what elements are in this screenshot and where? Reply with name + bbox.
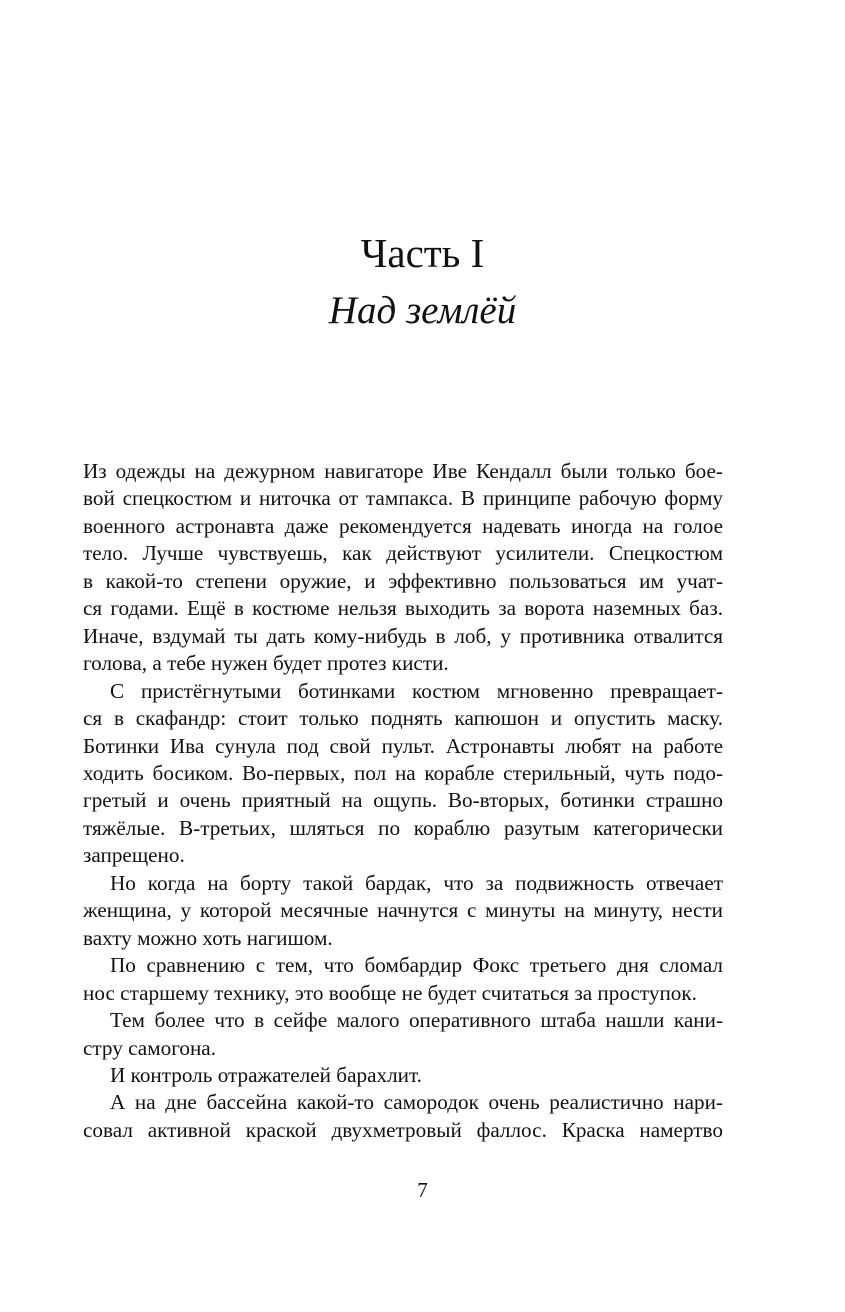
text-line: запрещено. bbox=[83, 843, 185, 868]
paragraph bbox=[83, 678, 723, 870]
text-line: стру самогона. bbox=[83, 1035, 216, 1060]
text-line: Тем более что в сейфе малого оперативного штаба нашли кани- bbox=[110, 1008, 723, 1033]
text-line: голова, а тебе нужен будет протез кисти. bbox=[83, 651, 449, 676]
paragraph bbox=[83, 1007, 723, 1062]
text-line: А на дне бассейна какой-то самородок очень реалистично нари- bbox=[110, 1090, 723, 1115]
text-line: По сравнению с тем, что бомбардир Фокс третьего дня сломал bbox=[110, 953, 723, 978]
text-line: тело. Лучше чувствуешь, как действуют усилители. Спецкостюм bbox=[83, 541, 723, 566]
text-line: нос старшему технику, это вообще не будет считаться за проступок. bbox=[83, 980, 697, 1005]
text-line: Иначе, вздумай ты дать кому-нибудь в лоб, у противника отвалится bbox=[83, 623, 723, 648]
text-line: женщина, у которой месячные начнутся с минуты на минуту, нести bbox=[83, 898, 723, 923]
part-subtitle: Над землёй bbox=[328, 289, 517, 332]
text-line: ходить босиком. Во-первых, пол на корабле стерильный, чуть подо- bbox=[83, 760, 723, 785]
text-line: Но когда на борту такой бардак, что за подвижность отвечает bbox=[110, 870, 723, 895]
part-title: Часть I bbox=[360, 230, 485, 276]
text-line: военного астронавта даже рекомендуется надевать иногда на голое bbox=[83, 513, 723, 538]
text-line: И контроль отражателей барахлит. bbox=[110, 1062, 422, 1087]
text-line: Ботинки Ива сунула под свой пульт. Астронавты любят на работе bbox=[83, 733, 723, 758]
text-line: С пристёгнутыми ботинками костюм мгновенно превращает- bbox=[110, 678, 723, 703]
paragraph bbox=[83, 458, 723, 678]
text-line: Из одежды на дежурном навигаторе Иве Кендалл были только бое- bbox=[83, 459, 723, 483]
page-number: 7 bbox=[417, 1178, 428, 1202]
paragraph bbox=[83, 952, 723, 1007]
text-line: ся годами. Ещё в костюме нельзя выходить за ворота наземных баз. bbox=[83, 596, 723, 621]
text-line: ся в скафандр: стоит только поднять капюшон и опустить маску. bbox=[83, 706, 723, 731]
text-line: гретый и очень приятный на ощупь. Во-вторых, ботинки страшно bbox=[83, 788, 723, 813]
text-line: вахту можно хоть нагишом. bbox=[83, 925, 333, 950]
text-line: в какой-то степени оружие, и эффективно пользоваться им учат- bbox=[83, 568, 723, 593]
body-text bbox=[83, 458, 723, 1144]
text-line: тяжёлые. В-третьих, шляться по кораблю разутым категорически bbox=[83, 815, 723, 840]
paragraph bbox=[83, 1089, 723, 1144]
paragraph bbox=[83, 1062, 723, 1089]
text-line: совал активной краской двухметровый фаллос. Краска намертво bbox=[83, 1117, 723, 1142]
text-line: вой спецкостюм и ниточка от тампакса. В принципе рабочую форму bbox=[83, 486, 723, 511]
paragraph bbox=[83, 870, 723, 952]
